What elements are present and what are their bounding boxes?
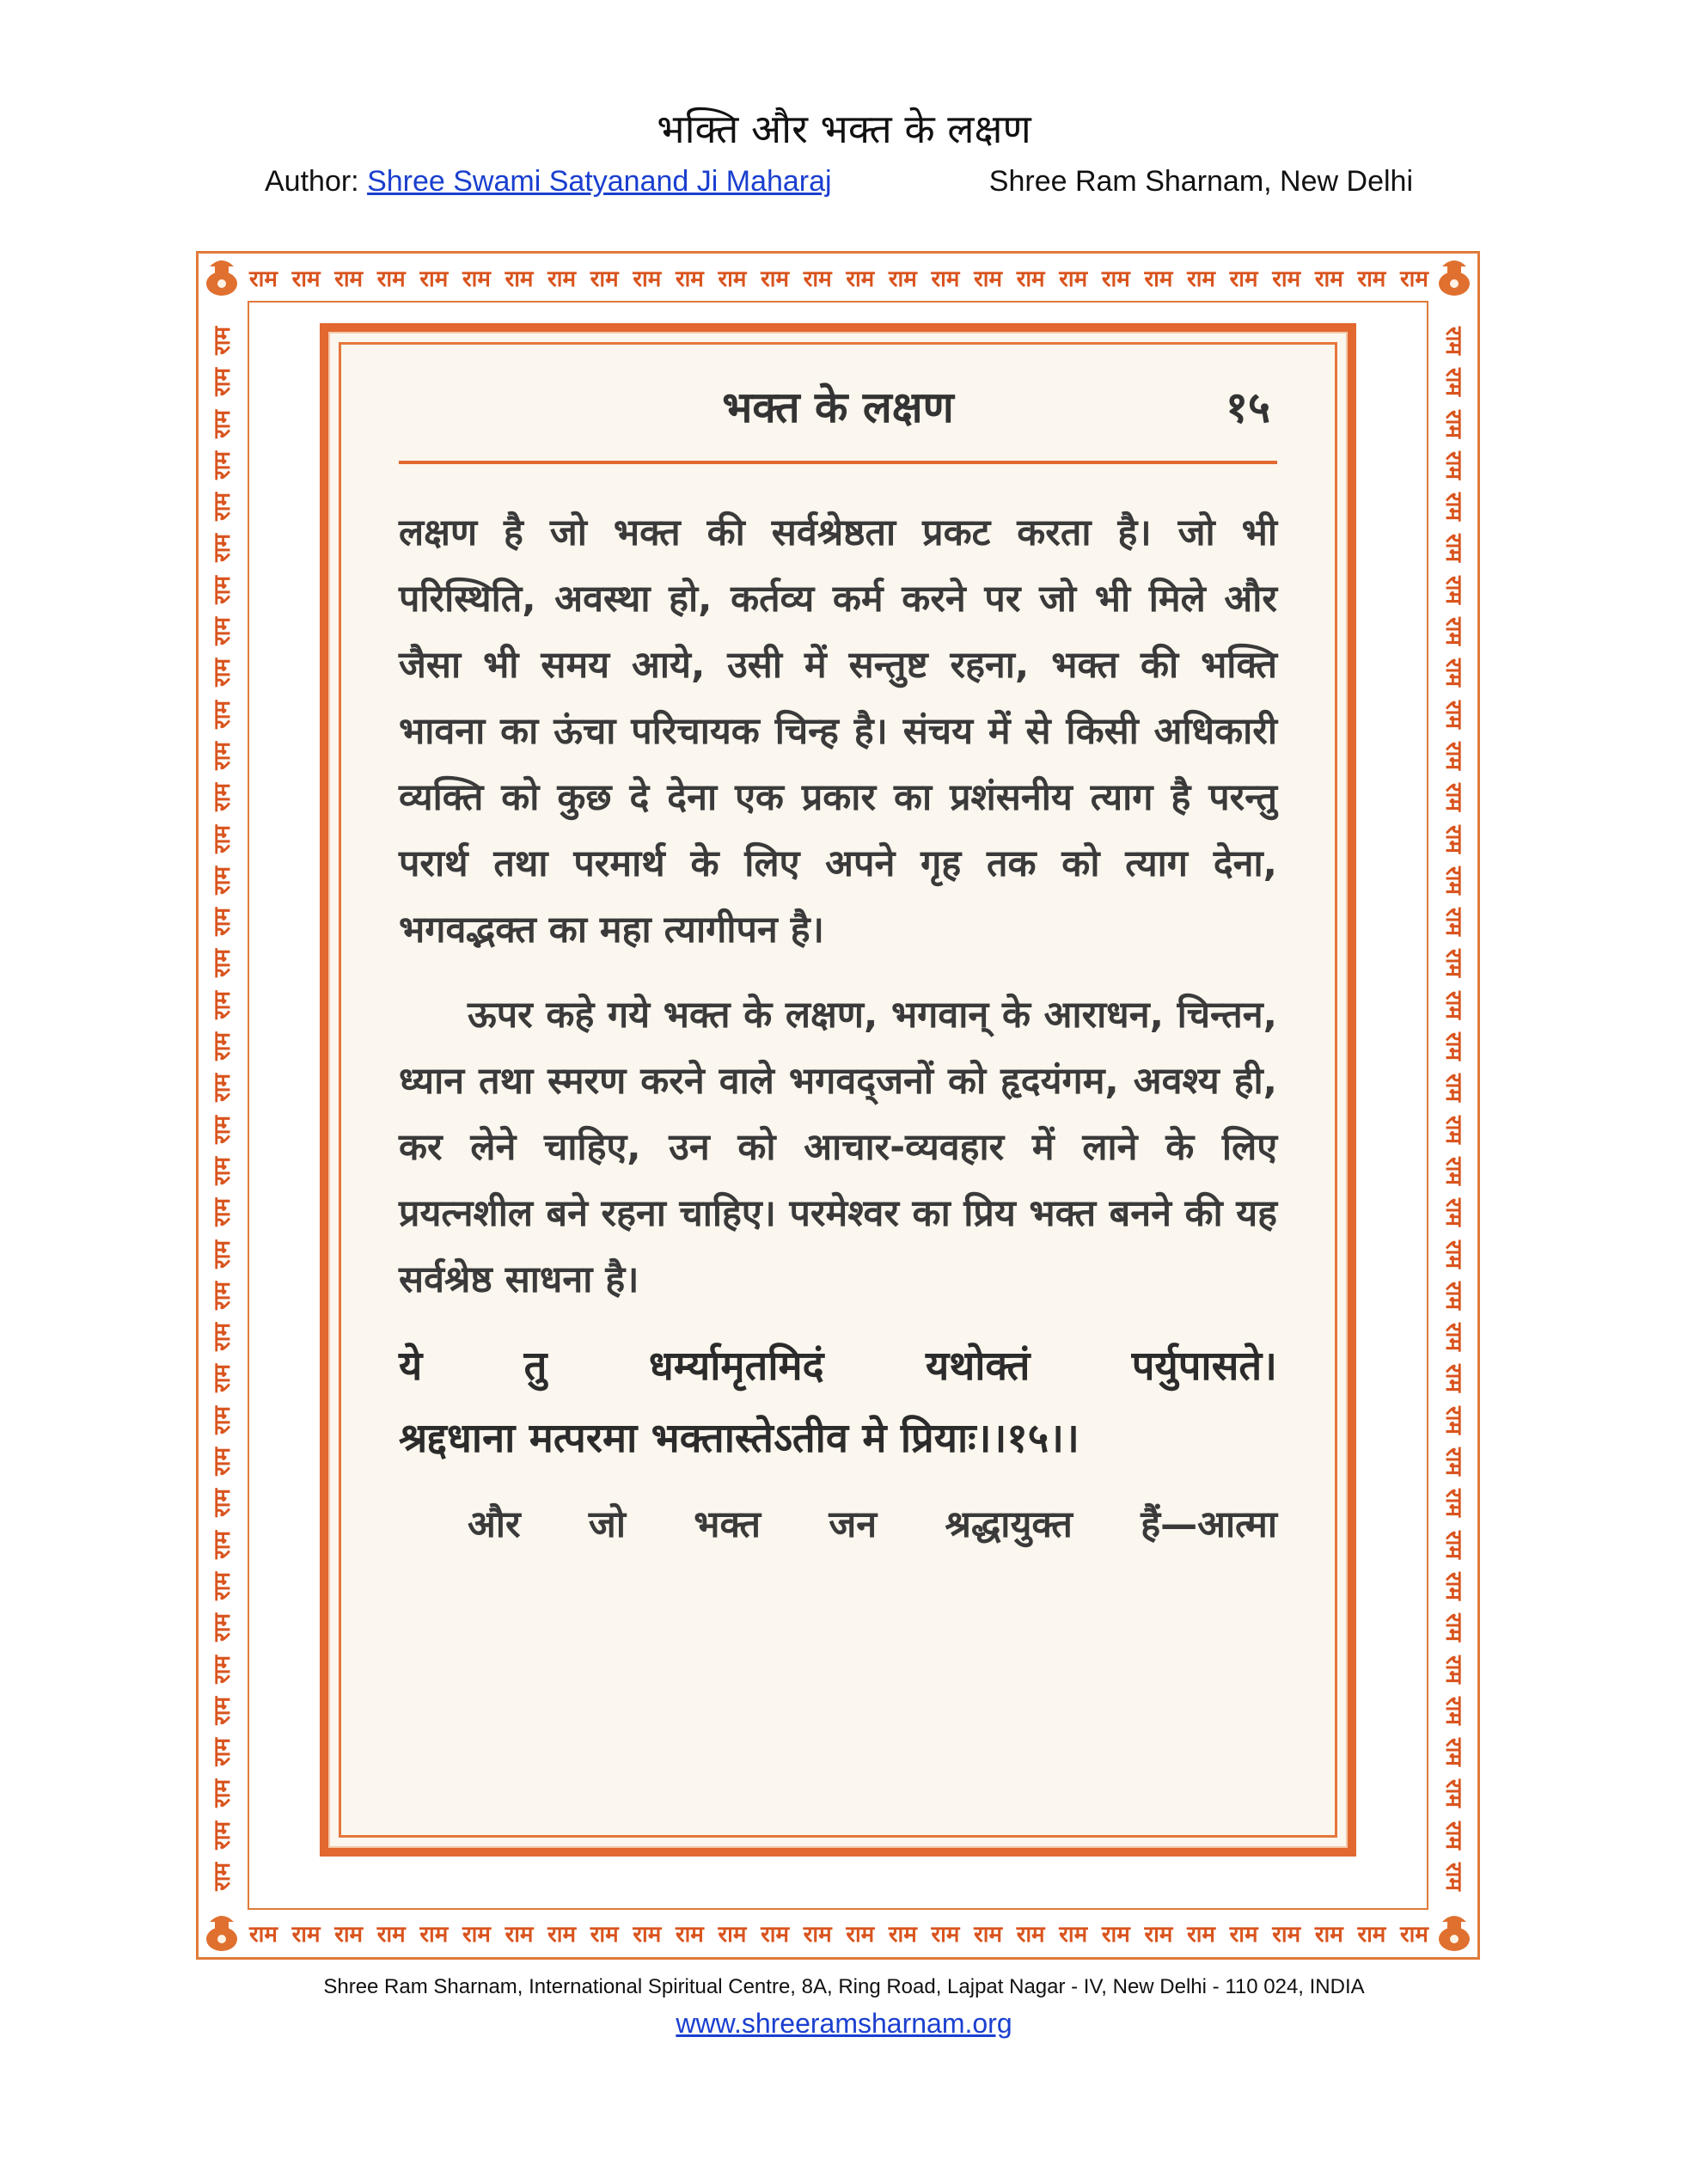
ram-word: राम [334,266,364,292]
ram-word: राम [1314,1922,1343,1948]
ram-word: राम [803,266,832,292]
ram-word: राम [210,1696,235,1725]
verse-word: यथोक्तं [925,1343,1031,1390]
ram-word: राम [888,266,917,292]
ram-word: राम [210,1613,235,1643]
ram-word: राम [210,617,235,645]
ram-word: राम [931,266,960,292]
ram-word: राम [210,783,235,812]
ram-word: राम [249,266,278,292]
ram-word: राम [210,824,235,853]
ram-word: राम [210,1032,235,1061]
verse-line-1 [399,1331,1277,1403]
ram-word: राम [1440,1655,1466,1684]
ram-word: राम [334,1922,364,1948]
ram-word: राम [210,1779,235,1808]
book-page-header [406,376,1270,445]
ram-word: राम [590,1922,619,1948]
ram-border-right [1430,327,1477,1891]
ram-word: राम [249,1922,278,1948]
ram-word: राम [1440,1447,1466,1476]
ram-word: राम [210,409,235,438]
ram-word: राम [210,700,235,729]
ram-word: राम [888,1922,917,1948]
ram-word: राम [590,266,619,292]
ram-word: राम [1272,1922,1301,1948]
ram-word: राम [376,266,406,292]
ram-word: राम [1272,266,1301,292]
ram-word: राम [1440,990,1466,1019]
ram-word: राम [462,1922,491,1948]
ram-word: राम [505,1922,534,1948]
ram-word: राम [1440,1115,1466,1144]
ram-word: राम [210,866,235,895]
paragraph-2: ऊपर कहे गये भक्त के लक्षण, भगवान् के आराधन, चिन्तन, ध्यान तथा स्मरण करने वाले भगवद्जनों को हृदयंगम, अवश्य ही, कर लेने चाहिए, उन को आचार-व्यवहार में लाने के लिए प्रयत्नशील बने रहना चाहिए। परमेश्वर का प्रिय भक्त बनने की यह सर्वश्रेष्ठ साधना है। [399,994,1277,1301]
ram-word: राम [974,1922,1003,1948]
ram-word: राम [718,266,747,292]
author-label: Author: [265,165,368,198]
ram-word: राम [675,266,704,292]
author-link[interactable]: Shree Swami Satyanand Ji Maharaj [367,165,832,198]
ram-word: राम [210,1074,235,1103]
kalash-icon [1430,253,1478,301]
ram-word: राम [419,1922,449,1948]
ram-word: राम [1101,266,1130,292]
ram-word: राम [974,266,1003,292]
document-title: भक्ति और भक्त के लक्षण [657,106,1031,152]
footer-address: Shree Ram Sharnam, International Spiritual Centre, 8A, Ring Road, Lajpat Nagar - IV, New Delhi - 110 024, INDIA [323,1975,1365,1998]
ram-word: राम [675,1922,704,1948]
ram-word: राम [1187,266,1215,292]
paragraph-1: लक्षण है जो भक्त की सर्वश्रेष्ठता प्रकट करता है। जो भी परिस्थिति, अवस्था हो, कर्तव्य कर्म करने पर जो भी मिले और जैसा भी समय आये, उसी में सन्तुष्ट रहना, भक्त की भक्ति भावना का ऊंचा परिचायक चिन्ह है। संचय में से किसी अधिकारी व्यक्ति को कुछ दे देना एक प्रकार का प्रशंसनीय त्याग है परन्तु परार्थ तथा परमार्थ के लिए अपने गृह तक को त्याग देना, भगवद्भक्त का महा त्यागीपन है। [399,511,1277,951]
ram-word: राम [1440,1738,1466,1767]
ram-word: राम [210,492,235,522]
book-page-number: १५ [1226,382,1270,432]
ram-word: राम [210,1239,235,1269]
ram-word: राम [210,1489,235,1518]
ram-word: राम [1440,409,1466,438]
ram-word: राम [1440,1405,1466,1435]
ram-word: राम [1187,1922,1215,1948]
ram-word: राम [1440,1696,1466,1725]
ram-word: राम [1440,658,1466,688]
ram-word: राम [210,1738,235,1767]
ram-word: राम [1440,700,1466,729]
ram-word: राम [1059,266,1088,292]
verse-word: ये [399,1343,423,1390]
ram-word: राम [210,368,235,397]
ram-word: राम [210,1115,235,1144]
ram-word: राम [462,266,491,292]
ram-word: राम [210,908,235,937]
ram-word: राम [1440,1156,1466,1185]
ram-word: राम [210,1571,235,1600]
ram-word: राम [210,1820,235,1850]
ram-border-left [199,327,246,1891]
ram-word: राम [1144,266,1173,292]
ram-word: राम [718,1922,747,1948]
ram-word: राम [1440,1862,1466,1891]
ram-word: राम [1440,1613,1466,1643]
sanskrit-verse [399,1331,1277,1475]
ram-word: राम [846,1922,875,1948]
ram-word: राम [1229,1922,1258,1948]
verse-line-2: श्रद्दधाना मत्परमा भक्तास्तेऽतीव मे प्रियाः।।१५।। [399,1415,1079,1462]
ram-word: राम [1440,617,1466,645]
ram-word: राम [931,1922,960,1948]
ram-word: राम [210,949,235,978]
ram-word: राम [210,990,235,1019]
ram-word: राम [210,1323,235,1352]
ram-word: राम [1440,908,1466,937]
ram-word: राम [1440,1281,1466,1310]
ram-word: राम [210,327,235,355]
ram-word: राम [210,1405,235,1435]
ram-word: राम [1440,1779,1466,1808]
ram-word: राम [1440,824,1466,853]
ram-word: राम [1229,266,1258,292]
ram-border-bottom [249,1910,1428,1956]
book-page-scan [320,323,1356,1857]
verse-word: धर्म्यामृतमिदं [648,1343,824,1390]
ram-word: राम [1144,1922,1173,1948]
ram-word: राम [1016,1922,1045,1948]
ram-word: राम [1440,327,1466,355]
ram-word: राम [1440,949,1466,978]
ram-word: राम [1440,450,1466,480]
ram-word: राम [291,1922,321,1948]
verse-word: पर्युपासते। [1131,1343,1277,1390]
website-link[interactable]: www.shreeramsharnam.org [676,2008,1012,2039]
ram-word: राम [419,266,449,292]
ram-word: राम [803,1922,832,1948]
ram-word: राम [1440,866,1466,895]
ram-word: राम [633,1922,662,1948]
ram-word: राम [1101,1922,1130,1948]
ram-word: राम [210,450,235,480]
ram-word: राम [1059,1922,1088,1948]
ram-word: राम [761,266,790,292]
ram-word: राम [210,1364,235,1393]
ram-word: राम [1440,1820,1466,1850]
ram-word: राम [505,266,534,292]
ram-word: राम [761,1922,790,1948]
ram-word: राम [1440,783,1466,812]
ram-word: राम [1357,1922,1386,1948]
ram-word: राम [1016,266,1045,292]
ram-word: राम [1357,266,1386,292]
ram-word: राम [1440,1323,1466,1352]
ram-word: राम [1440,1489,1466,1518]
ram-word: राम [210,1156,235,1185]
ram-word: राम [1440,368,1466,397]
ram-word: राम [210,1281,235,1310]
ram-word: राम [210,1198,235,1227]
ram-word: राम [210,1530,235,1559]
book-page-body [399,500,1277,1558]
ram-word: राम [547,1922,577,1948]
ram-word: राम [1400,1922,1428,1948]
ram-word: राम [1440,1571,1466,1600]
ram-word: राम [1400,266,1428,292]
continuation-line: और जो भक्त जन श्रद्धायुक्त हैं—आत्मा [468,1503,1277,1546]
ram-word: राम [846,266,875,292]
kalash-icon [198,253,246,301]
ram-word: राम [1440,741,1466,770]
ram-word: राम [547,266,577,292]
ram-word: राम [1440,1074,1466,1103]
ram-word: राम [210,1447,235,1476]
ram-word: राम [1440,534,1466,563]
ram-word: राम [1440,1364,1466,1393]
ram-word: राम [291,266,321,292]
ram-word: राम [210,575,235,604]
ram-word: राम [1440,1239,1466,1269]
ram-word: राम [1440,492,1466,522]
ram-word: राम [210,741,235,770]
ram-word: राम [1440,575,1466,604]
ram-word: राम [1440,1530,1466,1559]
author-line [265,165,832,199]
book-page-heading: भक्त के लक्षण [722,382,954,432]
ram-word: राम [210,658,235,688]
ram-word: राम [210,1655,235,1684]
kalash-icon [1430,1908,1478,1956]
publisher-label: Shree Ram Sharnam, New Delhi [988,165,1413,198]
ram-word: राम [633,266,662,292]
header-divider [399,461,1277,464]
ram-border-top [249,254,1428,301]
verse-word: तु [523,1343,547,1390]
ram-word: राम [210,1862,235,1891]
ram-word: राम [376,1922,406,1948]
ram-word: राम [1440,1032,1466,1061]
ram-word: राम [1314,266,1343,292]
kalash-icon [198,1908,246,1956]
ram-word: राम [1440,1198,1466,1227]
ram-word: राम [210,534,235,563]
